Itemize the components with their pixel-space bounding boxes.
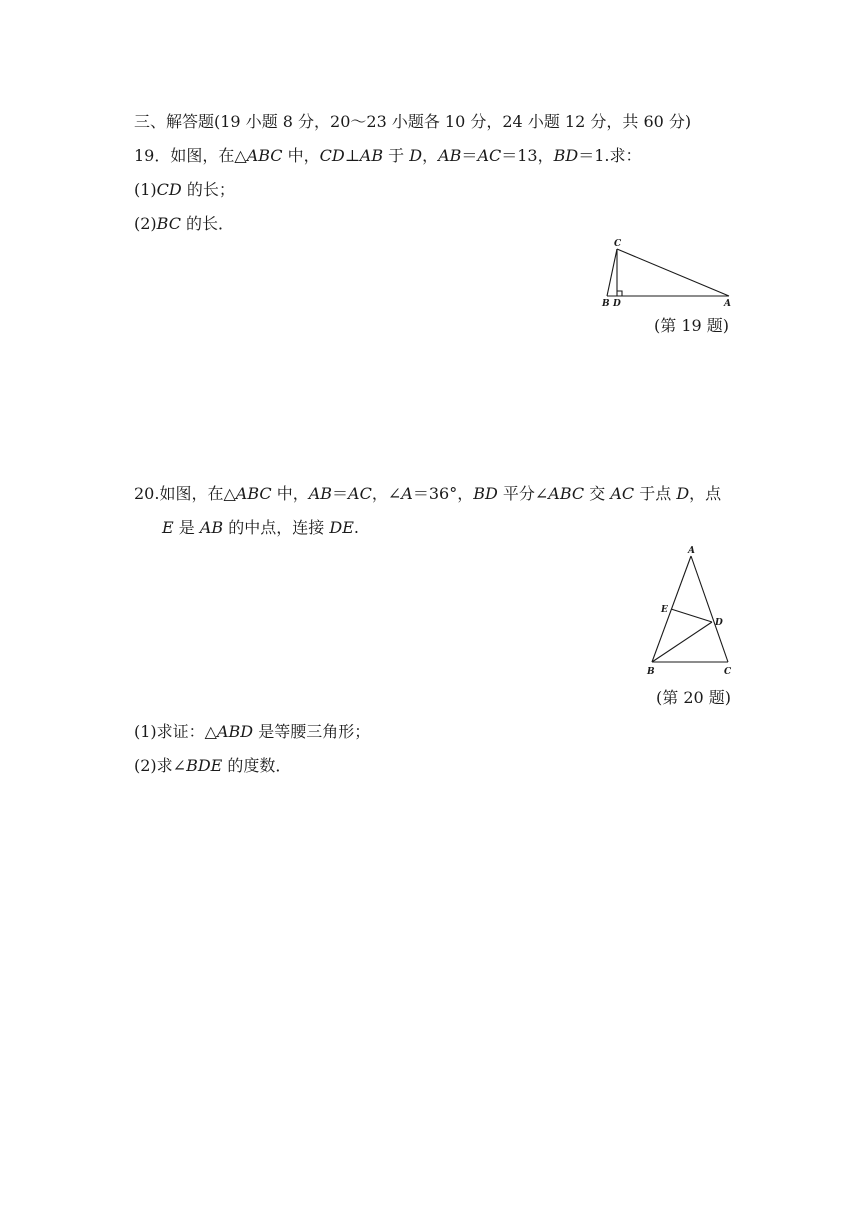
- text: AB: [308, 484, 333, 503]
- text: 平分∠: [497, 484, 549, 503]
- text: 中，: [271, 484, 309, 503]
- point-label-c: C: [614, 239, 622, 249]
- text: 中，: [282, 146, 320, 165]
- point-label-b: B: [602, 299, 610, 309]
- text: E: [162, 518, 174, 537]
- text: 交: [584, 484, 611, 503]
- segment-ac: [691, 556, 728, 662]
- text: AC: [477, 146, 502, 165]
- text: (1)求证：△: [134, 722, 217, 741]
- text: BD: [473, 484, 498, 503]
- text: .: [353, 518, 359, 537]
- text: BDE: [186, 756, 223, 775]
- point-label-e: E: [661, 605, 668, 615]
- text: D: [409, 146, 423, 165]
- q20-part2: [134, 756, 291, 776]
- text: ，点: [689, 484, 722, 503]
- text: 的长；: [181, 180, 235, 199]
- text: AC: [610, 484, 635, 503]
- text: 于点: [634, 484, 677, 503]
- text: ABD: [216, 722, 254, 741]
- text: ABC: [246, 146, 283, 165]
- text: (2)求∠: [134, 756, 187, 775]
- text: DE: [329, 518, 354, 537]
- point-label-a: A: [724, 299, 731, 309]
- q19-number: 19．: [134, 146, 171, 165]
- text: ，: [422, 146, 439, 165]
- text: (2): [134, 214, 157, 233]
- text: ＝1.求：: [578, 146, 642, 165]
- text: ABC: [235, 484, 272, 503]
- text: AB: [359, 146, 384, 165]
- text: ，∠: [371, 484, 402, 503]
- text: A: [401, 484, 413, 503]
- text: CD: [319, 146, 345, 165]
- text: AB: [438, 146, 462, 165]
- text: 的中点，连接: [223, 518, 330, 537]
- text: ⊥: [344, 146, 360, 165]
- text: ABC: [548, 484, 585, 503]
- point-label-d: D: [613, 299, 621, 309]
- text: ＝: [461, 146, 478, 165]
- q20-part1: [134, 722, 370, 742]
- text: ＝: [332, 484, 349, 503]
- point-label-a: A: [688, 546, 695, 556]
- text: 的长．: [180, 214, 235, 233]
- text: D: [676, 484, 690, 503]
- text: 于: [383, 146, 410, 165]
- text: CD: [156, 180, 182, 199]
- point-label-b: B: [647, 667, 655, 677]
- text: 是等腰三角形；: [253, 722, 371, 741]
- text: (1): [134, 180, 157, 199]
- section-heading: 三、解答题(19 小题 8 分，20～23 小题各 10 分，24 小题 12 分，共 60 分): [134, 112, 692, 131]
- point-label-c: C: [724, 667, 732, 677]
- text: 20.如图，在△: [134, 484, 236, 503]
- text: 是: [173, 518, 200, 537]
- text: AC: [348, 484, 372, 503]
- text: BD: [553, 146, 579, 165]
- text: ＝36°，: [412, 484, 474, 503]
- text: ＝13，: [501, 146, 554, 165]
- text: BC: [156, 214, 181, 233]
- segment-de: [671, 609, 712, 622]
- segment-bd: [652, 622, 712, 662]
- figure-20-caption: (第 20 题): [656, 688, 732, 707]
- point-label-d: D: [715, 618, 723, 628]
- figure-19-caption: (第 19 题): [654, 316, 730, 335]
- text: 的度数．: [222, 756, 292, 775]
- text: AB: [199, 518, 224, 537]
- text: 如图，在△: [170, 146, 247, 165]
